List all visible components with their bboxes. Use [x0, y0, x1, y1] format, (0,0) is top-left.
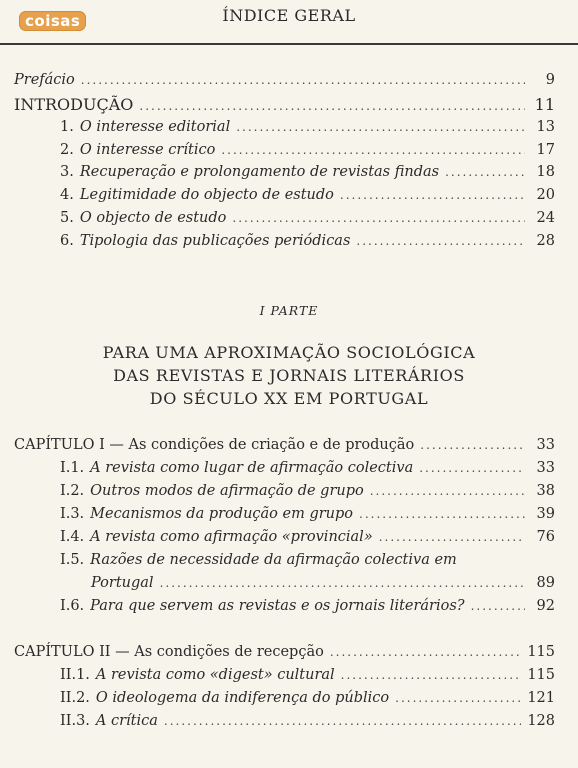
toc-entry-I-2 — [60, 483, 555, 499]
entry-page: 128 — [527, 713, 555, 729]
entry-title: A revista como «digest» cultural — [95, 667, 335, 683]
entry-number: II.3. — [60, 713, 90, 729]
dot-leader — [221, 143, 525, 157]
dot-leader — [341, 668, 522, 682]
entry-page: 38 — [536, 483, 555, 499]
dot-leader — [160, 576, 525, 590]
toc-entry-intro-5 — [60, 210, 555, 226]
dot-leader — [356, 234, 525, 248]
dot-leader — [340, 188, 525, 202]
entry-page: 18 — [536, 164, 555, 180]
entry-number: II.1. — [60, 667, 90, 683]
dot-leader — [359, 507, 525, 521]
toc-entry-introducao — [14, 95, 555, 114]
dot-leader — [395, 691, 521, 705]
entry-title: Mecanismos da produção em grupo — [90, 506, 354, 522]
entry-number: I.4. — [60, 529, 85, 545]
entry-number: I.2. — [60, 483, 85, 499]
entry-title: Para que servem as revistas e os jornais literários? — [90, 598, 465, 614]
toc-entry-I-4 — [60, 529, 555, 545]
toc-entry-prefacio — [14, 72, 555, 88]
toc-chapter-2 — [14, 644, 555, 660]
entry-title: Prefácio — [14, 72, 75, 88]
entry-title: Legitimidade do objecto de estudo — [79, 187, 334, 203]
entry-page: 11 — [534, 95, 555, 114]
dot-leader — [370, 484, 525, 498]
toc-entry-I-5-first-line — [60, 552, 457, 568]
entry-number: 6. — [60, 233, 74, 249]
dot-leader — [471, 599, 525, 613]
entry-page: 39 — [536, 506, 555, 522]
entry-page: 89 — [536, 575, 555, 591]
entry-page: 92 — [536, 598, 555, 614]
chapter-title: CAPÍTULO II — As condições de recepção — [14, 644, 324, 660]
entry-page: 13 — [536, 119, 555, 135]
dot-leader — [164, 714, 521, 728]
entry-number: 4. — [60, 187, 74, 203]
toc-entry-intro-4 — [60, 187, 555, 203]
entry-title: Outros modos de afirmação de grupo — [90, 483, 364, 499]
part-title-line-1: PARA UMA APROXIMAÇÃO SOCIOLÓGICA — [102, 343, 476, 362]
part-label: I PARTE — [259, 303, 319, 318]
entry-title: O ideologema da indiferença do público — [95, 690, 390, 706]
entry-title: A revista como lugar de afirmação colectiva — [90, 460, 414, 476]
entry-page: 33 — [536, 460, 555, 476]
dot-leader — [419, 461, 525, 475]
entry-page: 28 — [536, 233, 555, 249]
entry-number: II.2. — [60, 690, 90, 706]
entry-page: 9 — [545, 72, 555, 88]
part-title-line-3: DO SÉCULO XX EM PORTUGAL — [149, 389, 429, 408]
entry-title: O interesse editorial — [79, 119, 231, 135]
entry-number: I.3. — [60, 506, 85, 522]
entry-number: I.5. — [60, 552, 85, 568]
entry-page: 121 — [527, 690, 555, 706]
entry-title: O interesse crítico — [79, 142, 216, 158]
dot-leader — [81, 73, 525, 87]
toc-entry-II-2 — [60, 690, 555, 706]
entry-page: 24 — [536, 210, 555, 226]
toc-entry-intro-1 — [60, 119, 555, 135]
entry-page: 33 — [536, 437, 555, 453]
entry-title: A crítica — [95, 713, 158, 729]
toc-entry-I-5 — [91, 575, 555, 591]
toc-entry-I-1 — [60, 460, 555, 476]
dot-leader — [236, 120, 525, 134]
page-header: ÍNDICE GERAL — [222, 6, 356, 25]
dot-leader — [445, 165, 525, 179]
toc-entry-I-3 — [60, 506, 555, 522]
dot-leader — [330, 645, 521, 659]
entry-number: I.1. — [60, 460, 85, 476]
toc-entry-intro-3 — [60, 164, 555, 180]
entry-page: 76 — [536, 529, 555, 545]
entry-title: O objecto de estudo — [79, 210, 227, 226]
toc-chapter-1 — [14, 437, 555, 453]
entry-page: 115 — [527, 644, 555, 660]
entry-title: Recuperação e prolongamento de revistas findas — [79, 164, 440, 180]
entry-number: 2. — [60, 142, 74, 158]
entry-page: 17 — [536, 142, 555, 158]
dot-leader — [379, 530, 525, 544]
header-rule — [0, 43, 578, 45]
entry-title: A revista como afirmação «provincial» — [90, 529, 373, 545]
toc-entry-II-3 — [60, 713, 555, 729]
entry-title: Tipologia das publicações periódicas — [79, 233, 351, 249]
dot-leader — [232, 211, 525, 225]
part-title-line-2: DAS REVISTAS E JORNAIS LITERÁRIOS — [113, 366, 465, 385]
toc-entry-I-6 — [60, 598, 555, 614]
dot-leader — [139, 99, 525, 113]
entry-page: 115 — [527, 667, 555, 683]
entry-title: Razões de necessidade da afirmação colectiva em — [90, 552, 457, 568]
chapter-title: CAPÍTULO I — As condições de criação e de produção — [14, 437, 415, 453]
toc-entry-II-1 — [60, 667, 555, 683]
entry-number: 5. — [60, 210, 74, 226]
entry-number: 1. — [60, 119, 74, 135]
entry-page: 20 — [536, 187, 555, 203]
entry-number: I.6. — [60, 598, 85, 614]
coisas-stamp: coisas — [19, 11, 86, 31]
entry-title: INTRODUÇÃO — [14, 95, 134, 114]
toc-entry-intro-2 — [60, 142, 555, 158]
entry-title-continued: Portugal — [91, 575, 154, 591]
dot-leader — [420, 438, 525, 452]
toc-entry-intro-6 — [60, 233, 555, 249]
entry-number: 3. — [60, 164, 74, 180]
